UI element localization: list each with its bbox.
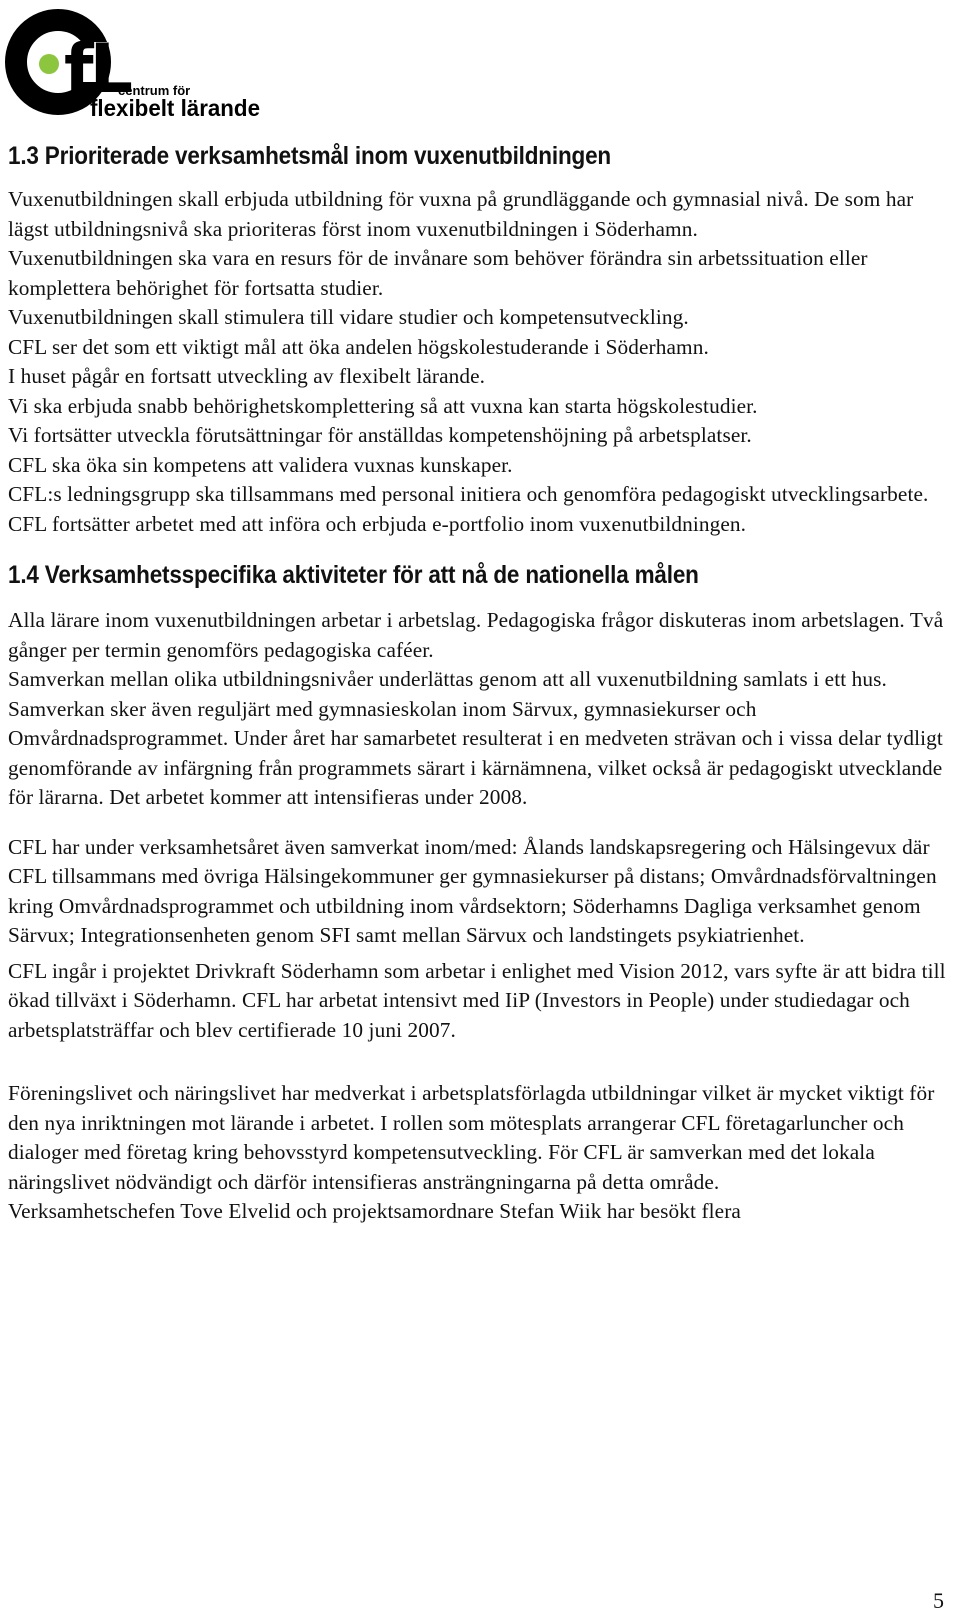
paragraph: CFL ska öka sin kompetens att validera vuxnas kunskaper. <box>8 452 513 477</box>
logo-tagline-2: flexibelt lärande <box>90 95 260 121</box>
paragraph: Alla lärare inom vuxenutbildningen arbetar i arbetslag. Pedagogiska frågor diskuteras inom arbetslagen. Två gånger per termin genomförs pedagogiska caféer. <box>8 608 944 662</box>
logo-letters: fL <box>64 30 129 109</box>
cfl-logo <box>4 4 266 122</box>
paragraph: CFL:s ledningsgrupp ska tillsammans med personal initiera och genomföra pedagogiskt utvecklingsarbete. <box>8 482 929 506</box>
paragraph: CFL ser det som ett viktigt mål att öka andelen högskolestuderande i Söderhamn. <box>8 334 709 359</box>
paragraph: CFL har under verksamhetsåret även samverkat inom/med: Ålands landskapsregering och Hälsingevux där CFL tillsammans med övriga Hälsingekommuner ger gymnasiekurser på distans; Omvårdnadsförvaltningen kring Omvårdnadsprogrammet och utbildning inom vårdsektorn; Söderhamns Dagliga verksamhet genom Särvux; Integrationsenheten genom SFI samt mellan Särvux och landstingets psykiatrienhet. <box>8 834 937 947</box>
paragraph: Föreningslivet och näringslivet har medverkat i arbetsplatsförlagda utbildningar vilket är mycket viktigt för den nya inriktningen mot lärande i arbetet. I rollen som mötesplats arrangerar CFL företagarluncher och dialoger med företag kring behovsstyrd kompetensutveckling. För CFL är samverkan med det lokala näringslivet nödvändigt och därför intensifieras ansträngningarna på detta område. <box>8 1081 935 1194</box>
logo-tagline-1: centrum för <box>118 83 191 98</box>
paragraph: Vi ska erbjuda snabb behörighetskomplettering så att vuxna kan starta högskolestudier. <box>8 393 758 418</box>
paragraph: I huset pågår en fortsatt utveckling av flexibelt lärande. <box>8 364 486 388</box>
cfl-logo-mark <box>4 4 266 122</box>
paragraph: Verksamhetschefen Tove Elvelid och projektsamordnare Stefan Wiik har besökt flera <box>8 1199 741 1223</box>
section-heading-1-3: 1.3 Prioriterade verksamhetsmål inom vuxenutbildningen <box>8 142 611 170</box>
paragraph: CFL fortsätter arbetet med att införa och erbjuda e-portfolio inom vuxenutbildningen. <box>8 511 747 536</box>
page-number: 5 <box>933 1588 944 1613</box>
paragraph: CFL ingår i projektet Drivkraft Söderhamn som arbetar i enlighet med Vision 2012, vars syfte är att bidra till ökad tillväxt i Söderhamn. CFL har arbetat intensivt med IiP (Investors in People) under studiedagar och arbetsplatsträffar och blev certifierade 10 juni 2007. <box>8 958 946 1042</box>
paragraph: Vuxenutbildningen skall stimulera till vidare studier och kompetensutveckling. <box>8 305 689 329</box>
paragraph: Vuxenutbildningen ska vara en resurs för de invånare som behöver förändra sin arbetssituation eller komplettera behörighet för fortsatta studier. <box>8 246 868 300</box>
document-body <box>8 140 952 1227</box>
paragraph-spacer <box>8 1045 952 1079</box>
paragraph: Vuxenutbildningen skall erbjuda utbildning för vuxna på grundläggande och gymnasial nivå. De som har lägst utbildningsnivå ska prioriteras först inom vuxenutbildningen i Söderhamn. <box>8 187 914 241</box>
section-heading-1-4: 1.4 Verksamhetsspecifika aktiviteter för att nå de nationella målen <box>8 561 699 589</box>
paragraph: Vi fortsätter utveckla förutsättningar för anställdas kompetenshöjning på arbetsplatser. <box>8 423 752 447</box>
paragraph: Samverkan mellan olika utbildningsnivåer underlättas genom att all vuxenutbildning samlats i ett hus. Samverkan sker även reguljärt med gymnasieskolan inom Särvux, gymnasiekurser och Omvårdnadsprogrammet. Under året har samarbetet resulterat i en medveten strävan och i vissa delar tydligt genomförande av infärgning från programmets särart i kärnämnena, vilket också är pedagogiskt utvecklande för lärarna. Det arbetet kommer att intensifieras under 2008. <box>8 667 943 809</box>
paragraph-spacer <box>8 813 952 833</box>
